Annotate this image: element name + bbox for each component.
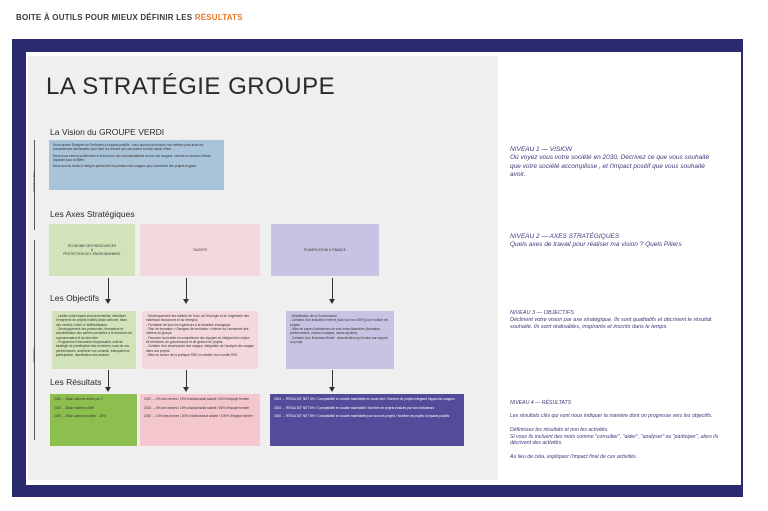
axis-card-finance: PLANIFICATION & FINANCE	[271, 224, 379, 276]
note-niveau-4	[510, 393, 720, 461]
note-3-heading: NIVEAU 3 — OBJECTIFS	[510, 310, 574, 316]
arrow-objectifs-3	[332, 370, 333, 388]
note-4-body: Les résultats clés qui vont nous indiquer la manière dont on progresse vers les objectifs. Définissez les résultats et non les activités. Si vous ils incluent des mots comme "consulter", "aider", "analyser" ou "participer", alors ils décrivent des activités. Au lieu de cela, expliquez l'impact final de ces activités.	[510, 413, 719, 460]
result-card-finance: 2024 → RÉSULTAT NET 3% / Comptabilité en double matérialité en mode test / Nombre de projets intégrant l'approche usagers 2026 → RÉSULTAT NET 5% / Comptabilité en double matérialité / Nombre de projets évalués par nos indicateurs 2030 → RÉSULTAT NET 8% / Comptabilité en double matérialité pour tous les projets / Nombre de projets à impacts positifs	[270, 394, 464, 446]
axis-card-environnement: ÉCONOMIE DES RESSOURCES & PROTECTION DE L'ENVIRONNEMENT	[49, 224, 135, 276]
axis-line-bottom	[34, 240, 35, 440]
section-axes: Les Axes Stratégiques	[50, 209, 135, 219]
result-card-talents: 2024 → 2% des heures / 10% d'actionnariat salarié / 60% d'équipe formée 2026 → 5% des heures / 15% d'actionnariat salarié / 80% d'équipe formée 2030 → 10% des heures / 20% d'actionnariat salarié / 100% d'équipe formée	[140, 394, 260, 446]
vision-box	[49, 140, 224, 190]
objective-card-environnement: - Limiter notre impact environnemental, minimiser l'empreinte de projets inutiles (bilan carbone, bilan des ventes), éviter à l'artificialisation. - Développement des personnels, formations et sensibilisation des parties prenantes à la réduction de consommation et au bien-être. - Programme d'innovation responsable, outil de stratégie de planification des territoires, suivi de vos performances, améliorer nos conseils, transparence, participation, labellisation des acteurs.	[52, 311, 136, 369]
vision-text-1: Nous serons Designer de Territoires à Impacts positifs : nous aurons fait évoluer nos métiers pour avoir les compétences nécessaires pour faire les choses qui concourent à notre raison d'être.	[53, 143, 204, 152]
vision-text-2: Nous nous serons positionnés à la fois pour nos commanditaires et pour les usagers, comme un bureau d'étude inspirant pour la filière.	[53, 153, 211, 162]
axis-card-talents: TALENTS	[140, 224, 260, 276]
section-resultats: Les Résultats	[50, 377, 102, 387]
axis-label-transverse: TRANSVERSE	[32, 172, 36, 193]
header-text: BOITE À OUTILS POUR MIEUX DÉFINIR LES	[16, 13, 195, 22]
note-4-heading: NIVEAU 4 — RÉSULTATS	[510, 399, 572, 406]
header-accent: RÉSULTATS	[194, 13, 243, 22]
page-header	[16, 13, 243, 22]
axis-label-concret: CONCRET	[32, 348, 36, 363]
note-1-heading: NIVEAU 1 — VISION	[510, 146, 572, 153]
note-niveau-1	[510, 146, 720, 180]
arrow-axes-3	[332, 278, 333, 300]
arrow-axes-2	[186, 278, 187, 300]
section-vision: La Vision du GROUPE VERDI	[50, 127, 165, 137]
vision-text-3: Nous aurons réussi à intégrer pleinement la question des usagers pour construire des projets frugaux.	[53, 164, 197, 169]
arrow-objectifs-2	[186, 370, 187, 388]
objective-card-talents: - Développement des métiers de l'eau, de l'écologie et de l'ingénierie des matériaux biosourcés et du réemploi. - Formation de tous les ingénieurs à la transition écologique. - Plan de formation « Designer de territoires » interne sur l'ensemble des métiers du groupe. - Favoriser la montée en compétence des équipes en intégrant les enjeux de territoires, de gouvernance et de gestion de projets. - Création d'un observatoire des usages, intégration de l'analyse des usages dans nos projets. - Mise en œuvre de la politique RSE en relation d'un comité RSE.	[142, 311, 258, 369]
note-niveau-3	[510, 310, 720, 331]
note-3-body: Déclinent votre vision par axe stratégique. Ils sont qualitatifs et décrivent le résultat souhaité. Ils sont réalisables, inspirants et inscrits dans le temps.	[510, 317, 712, 331]
note-1-body: Où voyez vous votre société en 2030. Décrivez ce que vous souhaité que votre société accomplisse , et l'impact positif que vous souhaité avoir.	[510, 154, 710, 179]
section-objectifs: Les Objectifs	[50, 293, 100, 303]
arrow-axes-1	[108, 278, 109, 300]
arrow-objectifs-1	[108, 370, 109, 388]
result-card-environnement: 2030 → Bilan carbone divisé par 2 2030 → Bilan matière positif 2030 → Bilan carbone projets : -50%	[50, 394, 137, 446]
note-2-body: Quels axes de travail pour réaliser ma vision ? Quels Piliers	[510, 241, 682, 249]
note-niveau-2	[510, 233, 720, 250]
note-2-heading: NIVEAU 2 — AXES STRATÉGIQUES	[510, 233, 620, 240]
slide-title: LA STRATÉGIE GROUPE	[46, 73, 336, 100]
objective-card-finance: - Modification de la Gouvernance. - Création d'un indicateur interne (suivi sur nos OKR) pour évaluer les projets. - Mise en place d'indicateurs de suivi extra-financiers (formation, performances, niveau d'usages, valeur ajoutée). - Création d'un Business Model : rémunération qui évolue par rapport au projet.	[286, 311, 394, 369]
